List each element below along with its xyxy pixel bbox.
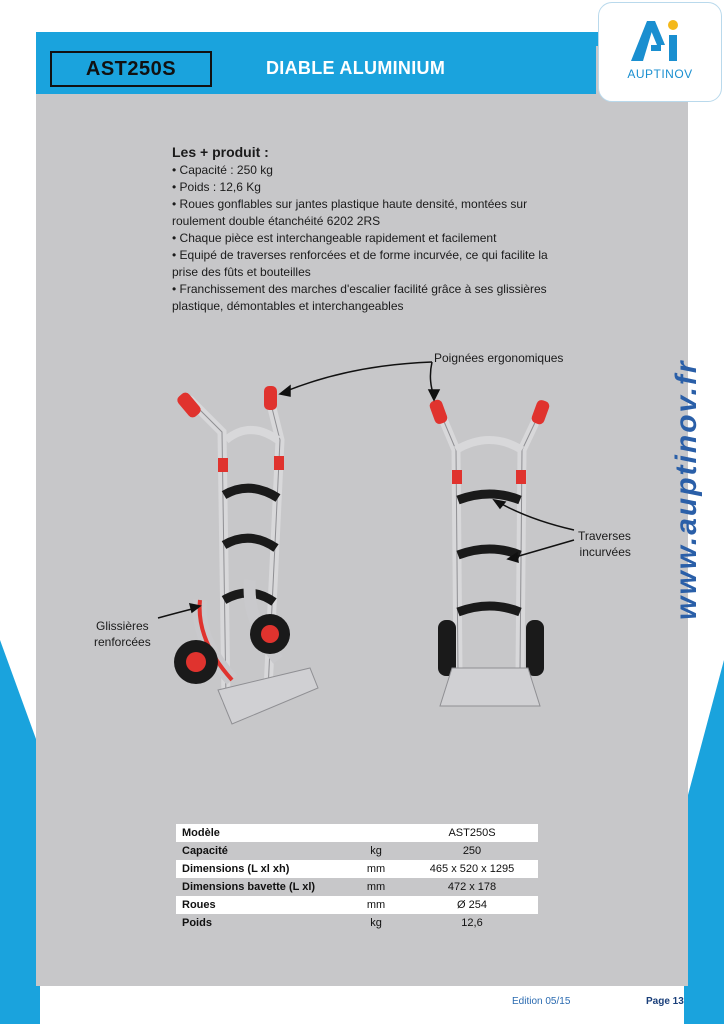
- table-row: [176, 860, 538, 878]
- spec-unit: mm: [346, 860, 406, 878]
- spec-unit: kg: [346, 842, 406, 860]
- spec-unit: [346, 824, 406, 842]
- hand-truck-side-view: [174, 386, 318, 724]
- spec-value: 472 x 178: [406, 878, 538, 896]
- callout-handles: Poignées ergonomiques: [434, 351, 564, 365]
- spec-value: 12,6: [406, 914, 538, 932]
- callout-skids: [94, 618, 151, 650]
- callout-crossbars-line1: Traverses: [578, 529, 631, 543]
- spec-value: Ø 254: [406, 896, 538, 914]
- spec-label: Roues: [176, 896, 346, 914]
- spec-label: Dimensions bavette (L xl): [176, 878, 346, 896]
- spec-unit: mm: [346, 896, 406, 914]
- spec-label: Modèle: [176, 824, 346, 842]
- callout-crossbars: [578, 528, 631, 560]
- table-row: [176, 914, 538, 932]
- table-row: [176, 878, 538, 896]
- spec-label: Poids: [176, 914, 346, 932]
- model-reference: AST250S: [85, 57, 177, 80]
- table-row: [176, 842, 538, 860]
- feature-item: • Equipé de traverses renforcées et de forme incurvée, ce qui facilite la prise des fûts et bouteilles: [172, 248, 548, 279]
- spec-unit: mm: [346, 878, 406, 896]
- spec-value: AST250S: [406, 824, 538, 842]
- callout-skids-line1: Glissières: [96, 619, 149, 633]
- spec-value: 250: [406, 842, 538, 860]
- page-title: DIABLE ALUMINIUM: [266, 58, 446, 78]
- table-row: [176, 896, 538, 914]
- vertical-website-url: www.auptinov.fr: [670, 359, 703, 620]
- page-number: Page 13: [646, 996, 684, 1007]
- specifications-table: [176, 824, 538, 932]
- spec-label: Dimensions (L xl xh): [176, 860, 346, 878]
- feature-item: • Capacité : 250 kg: [172, 163, 273, 177]
- callout-crossbars-line2: incurvées: [579, 545, 631, 559]
- spec-value: 465 x 520 x 1295: [406, 860, 538, 878]
- feature-item: • Poids : 12,6 Kg: [172, 180, 261, 194]
- edition-label: Edition 05/15: [512, 996, 571, 1007]
- feature-item: • Franchissement des marches d'escalier facilité grâce à ses glissières plastique, démontables et interchangeables: [172, 282, 547, 313]
- logo-wordmark: AUPTINOV: [627, 67, 693, 81]
- spec-unit: kg: [346, 914, 406, 932]
- feature-item: • Roues gonflables sur jantes plastique haute densité, montées sur roulement double étanchéité 6202 2RS: [172, 197, 528, 228]
- features-title: Les + produit :: [172, 144, 269, 160]
- feature-item: • Chaque pièce est interchangeable rapidement et facilement: [172, 231, 497, 245]
- spec-label: Capacité: [176, 842, 346, 860]
- callout-skids-line2: renforcées: [94, 635, 151, 649]
- table-row: [176, 824, 538, 842]
